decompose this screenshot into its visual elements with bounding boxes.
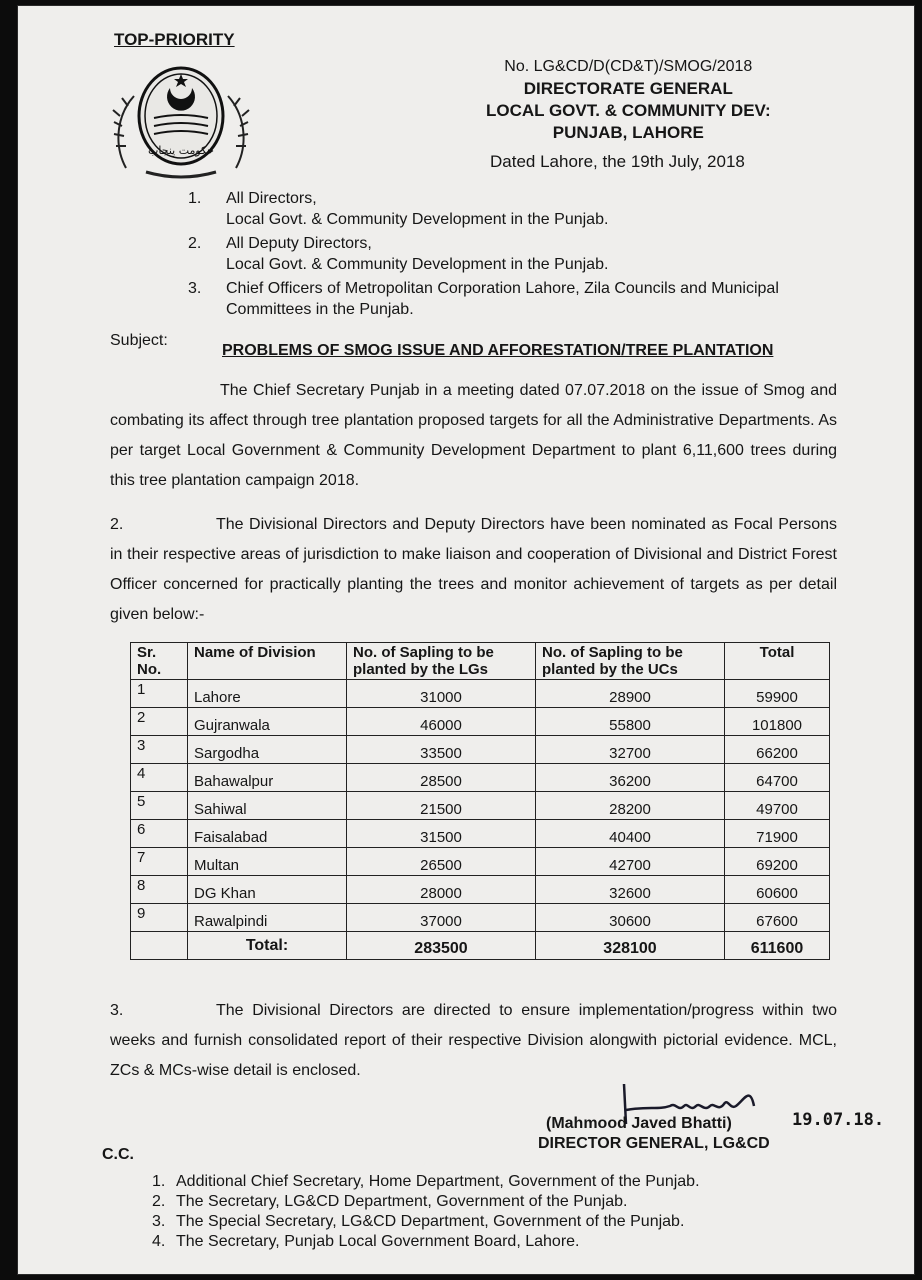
paragraph-2	[110, 510, 837, 630]
cell-lgs: 26500	[347, 848, 536, 876]
cell-total: 71900	[725, 820, 830, 848]
cell-sr: 8	[131, 876, 188, 904]
table-row	[131, 736, 830, 764]
sapling-targets-table	[130, 642, 830, 960]
cell-sr: 3	[131, 736, 188, 764]
cell-ucs: 32600	[536, 876, 725, 904]
cell-division: Gujranwala	[188, 708, 347, 736]
cell-sr: 1	[131, 680, 188, 708]
cell-lgs: 31500	[347, 820, 536, 848]
addressee-number: 2.	[188, 235, 202, 252]
addressee-list	[188, 188, 848, 323]
cc-item: 3. The Special Secretary, LG&CD Department, Government of the Punjab.	[152, 1213, 685, 1230]
table-row	[131, 848, 830, 876]
cell-lgs: 33500	[347, 736, 536, 764]
cell-sr: 9	[131, 904, 188, 932]
letter-page	[18, 6, 914, 1274]
cell-total: 69200	[725, 848, 830, 876]
cc-label: C.C.	[102, 1146, 134, 1163]
paragraph-3	[110, 996, 837, 1086]
letter-date: Dated Lahore, the 19th July, 2018	[490, 152, 745, 171]
paragraph-number: 3.	[110, 1002, 124, 1019]
cc-item: 1. Additional Chief Secretary, Home Department, Government of the Punjab.	[152, 1173, 700, 1190]
paragraph-3-text: The Divisional Directors are directed to ensure implementation/progress within two weeks and furnish consolidated report of their respective Division alongwith pictorial evidence. MCL, ZCs & MCs-wise detail is enclosed.	[110, 1002, 837, 1079]
cell-total: 67600	[725, 904, 830, 932]
cell-division: Sahiwal	[188, 792, 347, 820]
cc-list	[152, 1172, 852, 1252]
header-ucs: No. of Sapling to be planted by the UCs	[536, 643, 725, 680]
table-header-row	[131, 643, 830, 680]
table-row	[131, 708, 830, 736]
paragraph-2-text: The Divisional Directors and Deputy Directors have been nominated as Focal Persons in their respective areas of jurisdiction to make liaison and cooperation of Divisional and District Forest Officer concerned for practically planting the trees and monitor achievement of targets as per detail given below:-	[110, 516, 837, 623]
office-line-1: DIRECTORATE GENERAL	[523, 79, 733, 98]
cell-total: 60600	[725, 876, 830, 904]
addressee-item	[188, 188, 848, 230]
addressee-line: Local Govt. & Community Development in the Punjab.	[226, 211, 609, 228]
cc-item: 4. The Secretary, Punjab Local Government Board, Lahore.	[152, 1233, 580, 1250]
cell-sr: 5	[131, 792, 188, 820]
cell-division: DG Khan	[188, 876, 347, 904]
cell-total: 59900	[725, 680, 830, 708]
cell-sr: 7	[131, 848, 188, 876]
addressee-line: Chief Officers of Metropolitan Corporation Lahore, Zila Councils and Municipal	[226, 280, 779, 297]
signatory-block	[538, 1114, 770, 1154]
cell-total-ucs: 328100	[536, 932, 725, 960]
cell-grand-total: 611600	[725, 932, 830, 960]
addressee-number: 1.	[188, 190, 202, 207]
cell-lgs: 46000	[347, 708, 536, 736]
cell-division: Bahawalpur	[188, 764, 347, 792]
cell-sr: 6	[131, 820, 188, 848]
addressee-number: 3.	[188, 280, 202, 297]
header-total: Total	[725, 643, 830, 680]
header-sr-no: Sr. No.	[131, 643, 188, 680]
table-row	[131, 792, 830, 820]
cc-item: 2. The Secretary, LG&CD Department, Government of the Punjab.	[152, 1193, 628, 1210]
cell-ucs: 28900	[536, 680, 725, 708]
cell-division: Sargodha	[188, 736, 347, 764]
cell-division: Multan	[188, 848, 347, 876]
cell-sr: 2	[131, 708, 188, 736]
cell-total: 49700	[725, 792, 830, 820]
addressee-item	[188, 278, 848, 320]
header-division: Name of Division	[188, 643, 347, 680]
cell-ucs: 36200	[536, 764, 725, 792]
letter-header	[486, 56, 771, 144]
cell-ucs: 32700	[536, 736, 725, 764]
table-row	[131, 764, 830, 792]
punjab-emblem-icon	[106, 56, 256, 181]
cell-lgs: 37000	[347, 904, 536, 932]
cell-division: Rawalpindi	[188, 904, 347, 932]
cell-ucs: 42700	[536, 848, 725, 876]
subject-text: PROBLEMS OF SMOG ISSUE AND AFFORESTATION/TREE PLANTATION	[222, 342, 774, 359]
subject-label: Subject:	[110, 332, 168, 349]
cell-total: 64700	[725, 764, 830, 792]
table-row	[131, 820, 830, 848]
addressee-line: Committees in the Punjab.	[226, 301, 414, 318]
cell-ucs: 30600	[536, 904, 725, 932]
cell-ucs: 28200	[536, 792, 725, 820]
signature-date: 19.07.18.	[792, 1110, 885, 1130]
cell-total: 101800	[725, 708, 830, 736]
signatory-title: DIRECTOR GENERAL, LG&CD	[538, 1135, 770, 1152]
paragraph-1: The Chief Secretary Punjab in a meeting dated 07.07.2018 on the issue of Smog and combating its affect through tree plantation proposed targets for all the Administrative Departments. As per target Local Government & Community Development Department to plant 6,11,600 trees during this tree plantation campaign 2018.	[110, 382, 837, 489]
addressee-line: Local Govt. & Community Development in the Punjab.	[226, 256, 609, 273]
emblem-script: حکومت پنجاب	[148, 144, 214, 157]
table-row	[131, 680, 830, 708]
cell-total-lgs: 283500	[347, 932, 536, 960]
cell-sr	[131, 932, 188, 960]
cell-total-label: Total:	[188, 932, 347, 960]
addressee-line: All Deputy Directors,	[226, 235, 372, 252]
cell-division: Lahore	[188, 680, 347, 708]
cell-lgs: 28000	[347, 876, 536, 904]
office-line-2: LOCAL GOVT. & COMMUNITY DEV:	[486, 101, 771, 120]
table-row	[131, 904, 830, 932]
cell-total: 66200	[725, 736, 830, 764]
addressee-line: All Directors,	[226, 190, 317, 207]
reference-number: No. LG&CD/D(CD&T)/SMOG/2018	[504, 58, 753, 75]
cell-ucs: 40400	[536, 820, 725, 848]
signatory-name: (Mahmood Javed Bhatti)	[546, 1115, 732, 1132]
header-lgs: No. of Sapling to be planted by the LGs	[347, 643, 536, 680]
office-line-3: PUNJAB, LAHORE	[552, 123, 704, 142]
table-row	[131, 876, 830, 904]
cell-lgs: 28500	[347, 764, 536, 792]
cell-sr: 4	[131, 764, 188, 792]
addressee-item	[188, 233, 848, 275]
cell-division: Faisalabad	[188, 820, 347, 848]
cell-ucs: 55800	[536, 708, 725, 736]
cell-lgs: 21500	[347, 792, 536, 820]
paragraph-number: 2.	[110, 516, 124, 533]
cell-lgs: 31000	[347, 680, 536, 708]
table-total-row	[131, 932, 830, 960]
priority-label: TOP-PRIORITY	[114, 30, 235, 49]
